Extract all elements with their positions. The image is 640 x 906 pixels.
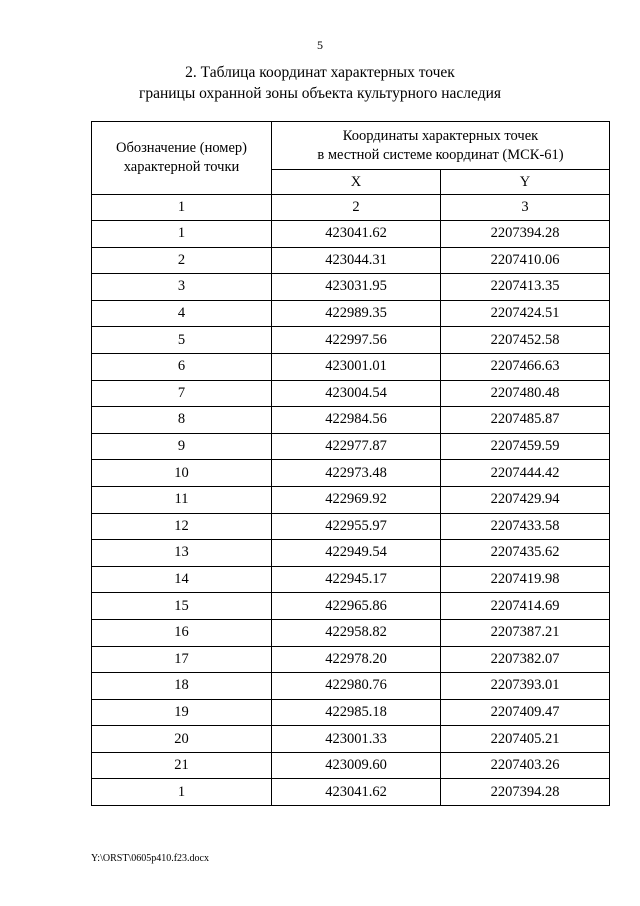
y-cell: 2207410.06 bbox=[441, 247, 610, 274]
coordinates-header: Координаты характерных точек в местной системе координат (МСК-61) bbox=[272, 122, 610, 170]
y-cell: 2207414.69 bbox=[441, 593, 610, 620]
y-cell: 2207444.42 bbox=[441, 460, 610, 487]
x-cell: 423009.60 bbox=[272, 752, 441, 779]
point-cell: 8 bbox=[92, 407, 272, 434]
x-cell: 422989.35 bbox=[272, 300, 441, 327]
table-row bbox=[92, 247, 610, 274]
y-cell: 2207419.98 bbox=[441, 566, 610, 593]
table-row bbox=[92, 646, 610, 673]
point-cell: 2 bbox=[92, 247, 272, 274]
coordinates-table-body bbox=[92, 221, 610, 806]
table-row bbox=[92, 486, 610, 513]
y-header: Y bbox=[441, 170, 610, 195]
x-cell: 423004.54 bbox=[272, 380, 441, 407]
point-cell: 12 bbox=[92, 513, 272, 540]
point-cell: 9 bbox=[92, 433, 272, 460]
x-cell: 422973.48 bbox=[272, 460, 441, 487]
table-row bbox=[92, 699, 610, 726]
x-cell: 422978.20 bbox=[272, 646, 441, 673]
table-row bbox=[92, 407, 610, 434]
x-cell: 422985.18 bbox=[272, 699, 441, 726]
x-cell: 422965.86 bbox=[272, 593, 441, 620]
y-cell: 2207424.51 bbox=[441, 300, 610, 327]
y-cell: 2207394.28 bbox=[441, 221, 610, 248]
table-row bbox=[92, 673, 610, 700]
table-title bbox=[0, 62, 640, 104]
x-cell: 422997.56 bbox=[272, 327, 441, 354]
point-cell: 19 bbox=[92, 699, 272, 726]
y-cell: 2207459.59 bbox=[441, 433, 610, 460]
table-row bbox=[92, 779, 610, 806]
point-cell: 13 bbox=[92, 540, 272, 567]
x-cell: 423031.95 bbox=[272, 274, 441, 301]
point-cell: 1 bbox=[92, 221, 272, 248]
point-cell: 11 bbox=[92, 486, 272, 513]
point-cell: 6 bbox=[92, 353, 272, 380]
table-title-line-2: границы охранной зоны объекта культурного наследия bbox=[138, 85, 502, 102]
y-cell: 2207429.94 bbox=[441, 486, 610, 513]
x-cell: 423041.62 bbox=[272, 779, 441, 806]
y-cell: 2207409.47 bbox=[441, 699, 610, 726]
point-cell: 1 bbox=[92, 779, 272, 806]
x-header: X bbox=[272, 170, 441, 195]
table-row bbox=[92, 593, 610, 620]
page-number: 5 bbox=[317, 38, 323, 52]
y-cell: 2207405.21 bbox=[441, 726, 610, 753]
footer-file-path: Y:\ORST\0605p410.f23.docx bbox=[91, 853, 209, 864]
x-cell: 422949.54 bbox=[272, 540, 441, 567]
x-cell: 423044.31 bbox=[272, 247, 441, 274]
table-row bbox=[92, 726, 610, 753]
point-cell: 4 bbox=[92, 300, 272, 327]
y-cell: 2207413.35 bbox=[441, 274, 610, 301]
table-row bbox=[92, 327, 610, 354]
y-cell: 2207433.58 bbox=[441, 513, 610, 540]
y-cell: 2207382.07 bbox=[441, 646, 610, 673]
table-row bbox=[92, 300, 610, 327]
x-cell: 422980.76 bbox=[272, 673, 441, 700]
table-row bbox=[92, 353, 610, 380]
point-cell: 3 bbox=[92, 274, 272, 301]
point-cell: 10 bbox=[92, 460, 272, 487]
coordinates-table bbox=[91, 121, 610, 806]
table-row bbox=[92, 380, 610, 407]
y-cell: 2207435.62 bbox=[441, 540, 610, 567]
column-number-1: 1 bbox=[92, 195, 272, 221]
table-row bbox=[92, 566, 610, 593]
x-cell: 422977.87 bbox=[272, 433, 441, 460]
x-cell: 423001.33 bbox=[272, 726, 441, 753]
y-cell: 2207480.48 bbox=[441, 380, 610, 407]
point-designation-header: Обозначение (номер) характерной точки bbox=[92, 122, 272, 195]
point-cell: 21 bbox=[92, 752, 272, 779]
table-row bbox=[92, 513, 610, 540]
column-number-3: 3 bbox=[441, 195, 610, 221]
point-cell: 18 bbox=[92, 673, 272, 700]
y-cell: 2207394.28 bbox=[441, 779, 610, 806]
column-number-2: 2 bbox=[272, 195, 441, 221]
point-cell: 15 bbox=[92, 593, 272, 620]
y-cell: 2207466.63 bbox=[441, 353, 610, 380]
table-row bbox=[92, 540, 610, 567]
table-row bbox=[92, 460, 610, 487]
point-cell: 14 bbox=[92, 566, 272, 593]
x-cell: 422955.97 bbox=[272, 513, 441, 540]
point-cell: 17 bbox=[92, 646, 272, 673]
y-cell: 2207452.58 bbox=[441, 327, 610, 354]
y-cell: 2207393.01 bbox=[441, 673, 610, 700]
x-cell: 422958.82 bbox=[272, 619, 441, 646]
y-cell: 2207485.87 bbox=[441, 407, 610, 434]
table-row bbox=[92, 274, 610, 301]
point-cell: 7 bbox=[92, 380, 272, 407]
point-cell: 16 bbox=[92, 619, 272, 646]
y-cell: 2207387.21 bbox=[441, 619, 610, 646]
table-row bbox=[92, 619, 610, 646]
point-cell: 20 bbox=[92, 726, 272, 753]
x-cell: 423001.01 bbox=[272, 353, 441, 380]
point-cell: 5 bbox=[92, 327, 272, 354]
table-row bbox=[92, 752, 610, 779]
table-row bbox=[92, 433, 610, 460]
table-row bbox=[92, 221, 610, 248]
x-cell: 422945.17 bbox=[272, 566, 441, 593]
x-cell: 422969.92 bbox=[272, 486, 441, 513]
y-cell: 2207403.26 bbox=[441, 752, 610, 779]
x-cell: 422984.56 bbox=[272, 407, 441, 434]
x-cell: 423041.62 bbox=[272, 221, 441, 248]
table-title-line-1: 2. Таблица координат характерных точек bbox=[185, 64, 455, 81]
